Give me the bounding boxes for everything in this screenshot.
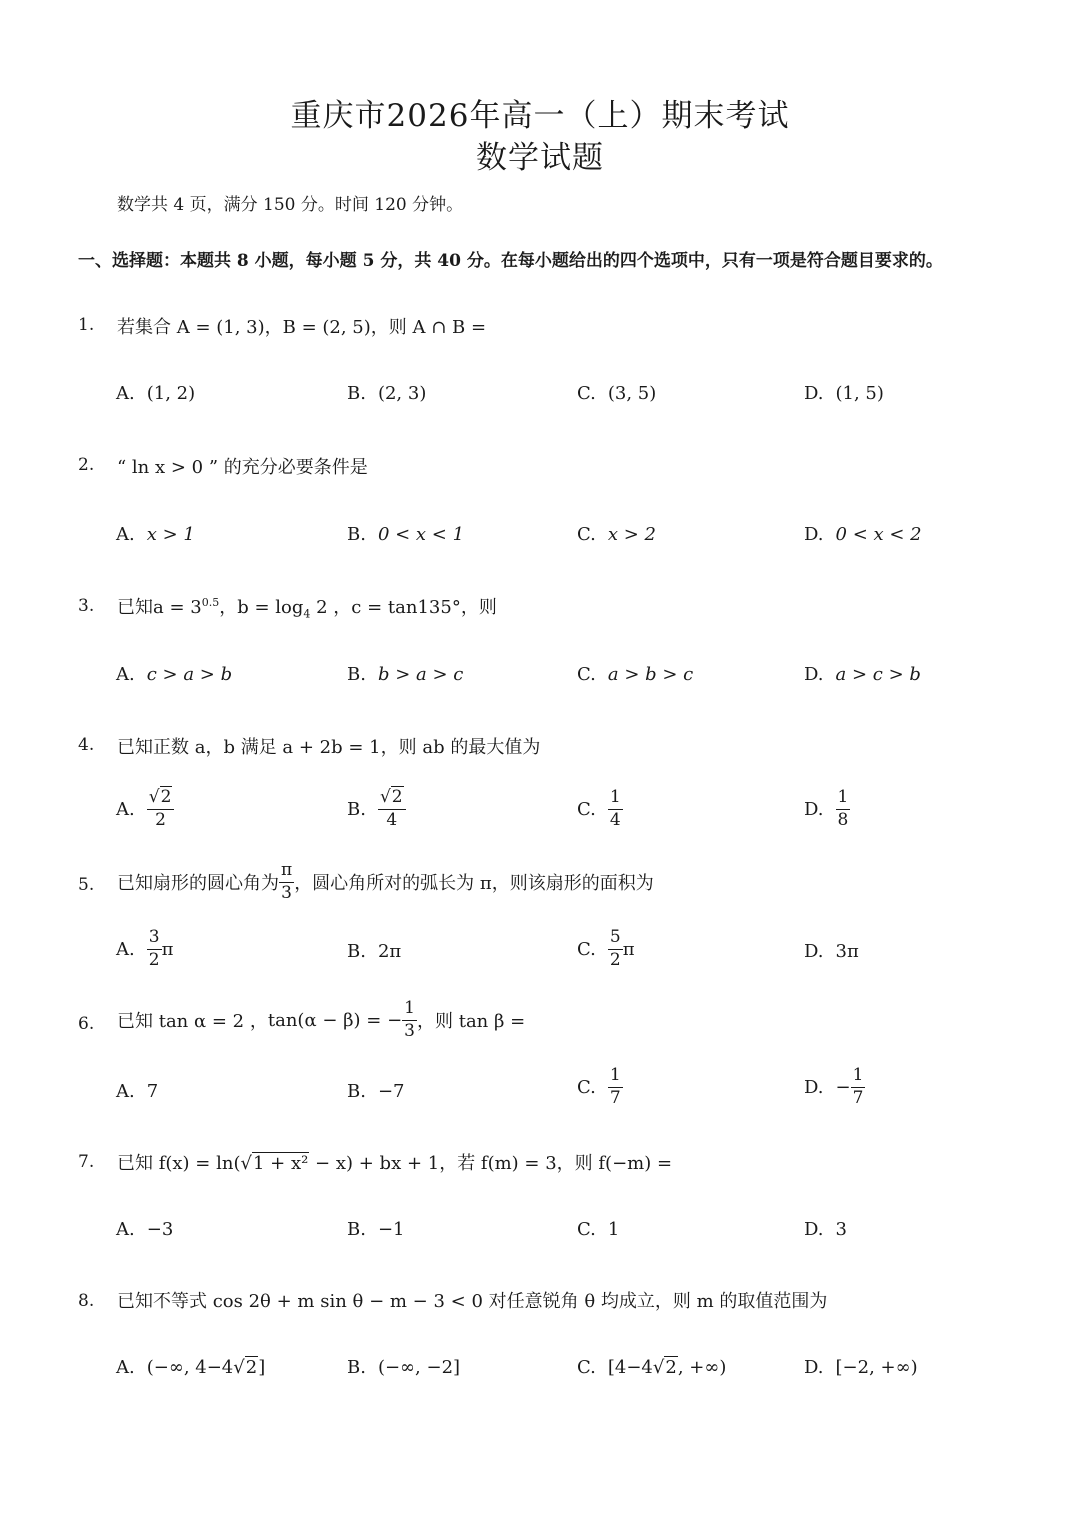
pi-symbol: π	[161, 938, 174, 960]
text-part: tan(α − β) = −	[267, 1009, 403, 1031]
option-c	[577, 789, 623, 830]
option-label: C.	[577, 1357, 596, 1378]
option-a	[116, 789, 174, 830]
option-label: D.	[804, 798, 824, 820]
option-value: 0 < x < 1	[377, 524, 465, 545]
exam-intro: 数学共 4 页，满分 150 分。时间 120 分钟。	[117, 195, 464, 215]
option-label: C.	[577, 524, 596, 545]
option-value: −3	[146, 1219, 174, 1240]
numerator: 5	[608, 929, 623, 950]
denominator: 4	[386, 809, 398, 830]
option-label: C.	[577, 383, 596, 404]
option-d	[804, 524, 922, 545]
numerator: π	[279, 862, 294, 883]
fraction	[608, 929, 623, 970]
numerator: √2	[147, 789, 175, 810]
numerator: 3	[147, 929, 162, 950]
option-b	[347, 1357, 460, 1378]
option-value: −1	[377, 1219, 405, 1240]
radicand: 2	[665, 1357, 677, 1378]
option-label: B.	[347, 1219, 366, 1240]
text-part: − x) + bx + 1，若 f(m) = 3，则 f(−m) =	[309, 1153, 673, 1174]
question-number: 6.	[78, 1014, 95, 1034]
exam-subtitle: 数学试题	[476, 140, 604, 176]
option-label: D.	[804, 1219, 824, 1240]
exam-title: 重庆市2026年高一（上）期末考试	[290, 98, 790, 134]
denominator: 2	[148, 949, 160, 970]
log-base: 4	[303, 607, 311, 621]
option-label: A.	[116, 798, 135, 820]
denominator: 2	[609, 949, 621, 970]
minus-sign: −	[835, 1076, 851, 1098]
option-c	[577, 524, 656, 545]
fraction	[836, 789, 851, 830]
option-label: A.	[116, 1081, 135, 1102]
fraction	[608, 789, 623, 830]
option-value: 1	[607, 1219, 620, 1240]
denominator: 2	[155, 809, 166, 830]
denominator: 3	[281, 882, 292, 903]
option-value: (−∞, 4−4	[146, 1357, 234, 1378]
question-text: 已知不等式 cos 2θ + m sin θ − m − 3 < 0 对任意锐角 θ 均成立，则 m 的取值范围为	[117, 1291, 828, 1312]
radicand: 2	[160, 787, 172, 807]
option-label: B.	[347, 524, 366, 545]
question-text: 已知 f(x) = ln(√1 + x² − x) + bx + 1，若 f(m) = 3，则 f(−m) =	[117, 1153, 673, 1174]
denominator: 4	[609, 809, 621, 830]
question-text: 已知正数 a，b 满足 a + 2b = 1，则 ab 的最大值为	[117, 737, 541, 758]
radicand: 2	[391, 787, 403, 807]
question-number: 4.	[78, 735, 95, 755]
question-text	[117, 862, 654, 903]
option-label: C.	[577, 1076, 596, 1098]
question-text: “ ln x > 0 ” 的充分必要条件是	[117, 457, 368, 478]
option-c	[577, 1067, 623, 1108]
option-value: ]	[258, 1357, 266, 1378]
option-b	[347, 664, 463, 685]
option-value: 3	[835, 1219, 847, 1240]
option-label: D.	[804, 1076, 824, 1098]
option-d	[804, 1357, 918, 1378]
option-a	[116, 524, 195, 545]
option-value: (1, 2)	[146, 383, 196, 404]
option-b	[347, 1081, 405, 1102]
denominator: 3	[404, 1020, 415, 1041]
option-b	[347, 789, 406, 830]
option-label: B.	[347, 798, 366, 820]
text-part: ，	[219, 597, 238, 618]
option-label: B.	[347, 664, 366, 685]
radicand: 2	[245, 1357, 258, 1378]
option-value: (3, 5)	[607, 383, 657, 404]
question-text: 若集合 A = (1, 3)，B = (2, 5)，则 A ∩ B =	[117, 317, 487, 338]
text-part: ，则 tan β =	[416, 1011, 526, 1033]
option-label: A.	[116, 1219, 135, 1240]
option-c	[577, 664, 693, 685]
option-c: C. [4−4 √ 2 , +∞)	[577, 1357, 727, 1378]
denominator: 7	[609, 1087, 621, 1108]
option-a	[116, 383, 195, 404]
option-value: (1, 5)	[835, 383, 884, 404]
question-text	[117, 1000, 525, 1041]
option-value: 0 < x < 2	[835, 524, 922, 545]
option-value: a > c > b	[835, 664, 921, 685]
text-part: 已知扇形的圆心角为	[117, 873, 279, 895]
fraction	[608, 1067, 623, 1108]
option-b	[347, 1219, 405, 1240]
option-label: C.	[577, 664, 596, 685]
fraction	[402, 1000, 417, 1041]
option-d	[804, 383, 884, 404]
option-value: [−2, +∞)	[835, 1357, 918, 1378]
option-c	[577, 929, 635, 970]
option-label: D.	[804, 524, 824, 545]
option-label: A.	[116, 664, 135, 685]
option-value: 3π	[835, 941, 859, 962]
option-value: (−∞, −2]	[377, 1357, 461, 1378]
denominator: 7	[852, 1087, 864, 1108]
option-d	[804, 1219, 847, 1240]
option-label: B.	[347, 383, 366, 404]
pi-symbol: π	[622, 938, 635, 960]
option-value: x > 2	[607, 524, 656, 545]
text-part: ，则	[460, 597, 497, 618]
numerator: 1	[608, 789, 623, 810]
numerator: 1	[851, 1067, 866, 1088]
fraction	[147, 789, 175, 830]
question-number: 7.	[78, 1152, 95, 1172]
option-label: C.	[577, 938, 596, 960]
option-value: , +∞)	[677, 1357, 727, 1378]
option-label: A.	[116, 383, 135, 404]
math-a: a = 3	[153, 597, 202, 618]
option-value: 7	[146, 1081, 159, 1102]
numerator: 1	[402, 1000, 417, 1021]
option-a	[116, 929, 173, 970]
numerator: 1	[608, 1067, 623, 1088]
option-value: b > a > c	[377, 664, 464, 685]
option-d	[804, 941, 859, 962]
option-label: A.	[116, 524, 135, 545]
option-c	[577, 1219, 619, 1240]
option-label: B.	[347, 1357, 366, 1378]
option-value: a > b > c	[607, 664, 694, 685]
option-a: A. (−∞, 4−4 √ 2 ]	[116, 1357, 266, 1378]
option-b	[347, 383, 426, 404]
option-c	[577, 383, 656, 404]
fraction	[378, 789, 406, 830]
exponent: 0.5	[201, 596, 220, 609]
fraction	[147, 929, 162, 970]
question-number: 8.	[78, 1291, 95, 1311]
option-label: D.	[804, 1357, 824, 1378]
option-d	[804, 1067, 865, 1108]
option-label: C.	[577, 798, 596, 820]
option-label: A.	[116, 938, 135, 960]
radicand: 1 + x²	[252, 1153, 309, 1174]
option-a	[116, 1219, 173, 1240]
option-b	[347, 524, 464, 545]
option-d	[804, 789, 850, 830]
fraction	[279, 862, 294, 903]
option-a	[116, 664, 232, 685]
option-value: x > 1	[146, 524, 195, 545]
option-label: D.	[804, 941, 824, 962]
option-label: A.	[116, 1357, 135, 1378]
numerator: 1	[836, 789, 851, 810]
math-c: c = tan135°	[351, 597, 461, 618]
option-label: C.	[577, 1219, 596, 1240]
option-value: 2π	[377, 941, 402, 962]
text-part: ，圆心角所对的弧长为 π，则该扇形的面积为	[294, 873, 654, 895]
question-number: 2.	[78, 455, 95, 475]
text-part: 已知 tan α = 2 ，	[117, 1011, 268, 1033]
option-a	[116, 1081, 158, 1102]
text-part: 2 ，	[310, 597, 352, 618]
question-text	[117, 593, 497, 621]
question-number: 1.	[78, 315, 95, 335]
option-b	[347, 941, 401, 962]
option-value: (2, 3)	[377, 383, 427, 404]
option-value: [4−4	[607, 1357, 653, 1378]
fraction	[851, 1067, 866, 1108]
option-value: −7	[377, 1081, 405, 1102]
option-label: D.	[804, 383, 824, 404]
question-number: 3.	[78, 596, 95, 616]
section-heading: 一、选择题：本题共 8 小题，每小题 5 分，共 40 分。在每小题给出的四个选项中，只有一项是符合题目要求的。	[78, 251, 943, 271]
math-b: b = log	[237, 597, 304, 618]
text-part: 已知	[117, 597, 153, 618]
text-part: 已知 f(x) = ln(	[117, 1153, 241, 1174]
denominator: 8	[837, 809, 849, 830]
option-label: B.	[347, 941, 366, 962]
question-number: 5.	[78, 875, 95, 895]
option-d	[804, 664, 921, 685]
numerator: √2	[378, 789, 406, 810]
option-label: D.	[804, 664, 824, 685]
option-value: c > a > b	[146, 664, 233, 685]
option-label: B.	[347, 1081, 366, 1102]
